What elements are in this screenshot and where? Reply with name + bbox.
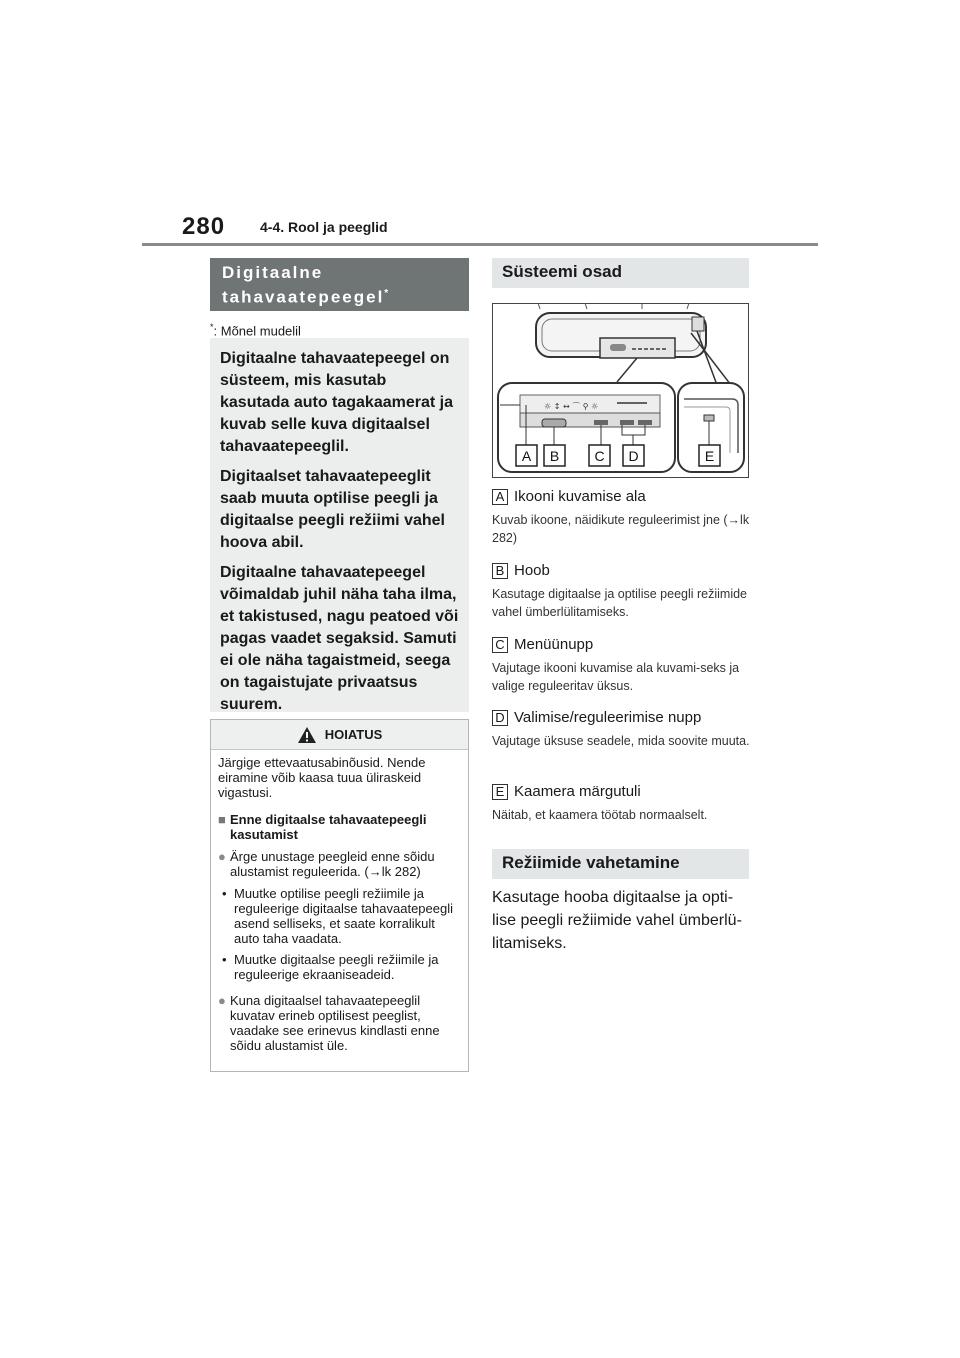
warning-sub-item-1 bbox=[222, 886, 461, 946]
parts-heading: Süsteemi osad bbox=[492, 258, 749, 288]
part-a-row bbox=[492, 488, 752, 505]
part-a-letter: A bbox=[492, 489, 508, 505]
part-e bbox=[492, 783, 752, 824]
section-title: 4-4. Rool ja peeglid bbox=[260, 219, 388, 235]
intro-box bbox=[210, 338, 469, 712]
left-heading-mark: * bbox=[384, 288, 389, 299]
footnote-text: : Mõnel mudelil bbox=[213, 323, 301, 339]
circle-bullet-icon: ● bbox=[218, 993, 226, 1008]
svg-text:☼ ↕ ↔ ⌒ ⚲ ☼: ☼ ↕ ↔ ⌒ ⚲ ☼ bbox=[544, 402, 599, 411]
part-b-row bbox=[492, 562, 752, 579]
left-heading bbox=[210, 258, 469, 311]
part-e-letter: E bbox=[492, 784, 508, 800]
warning-item-2-text: Kuna digitaalsel tahavaatepeeglil kuvatav erineb optilisest peeglist, vaadake see erinevus kindlasti enne sõidu alustamist üle. bbox=[230, 993, 440, 1053]
circle-bullet-icon: ● bbox=[218, 849, 226, 864]
modes-heading: Režiimide vahetamine bbox=[492, 849, 749, 879]
label-e: E bbox=[704, 448, 715, 464]
part-d-letter: D bbox=[492, 710, 508, 726]
intro-paragraph-1: Digitaalne tahavaatepeegel on süsteem, mis kasutab kasutada auto tagakaamerat ja kuvab selle kuva digitaalsel tahavaatepeeglil. bbox=[220, 350, 453, 455]
part-b bbox=[492, 562, 752, 621]
warning-sub-item-1-text: Muutke optilise peegli režiimile ja reguleerige digitaalse tahavaatepeegli asend selliseks, et saate korralikult auto taha vaadata. bbox=[234, 886, 453, 946]
dot-bullet-icon: • bbox=[222, 886, 227, 901]
part-c-desc: Vajutage ikooni kuvamise ala kuvami-seks ja valige reguleeritav üksus. bbox=[492, 661, 740, 693]
warning-heading: Enne digitaalse tahavaatepeegli kasutamist bbox=[230, 812, 427, 842]
label-b: B bbox=[549, 448, 560, 464]
intro-paragraph-2: Digitaalset tahavaatepeeglit saab muuta optilise peegli ja digitaalse peegli režiimi vahel hoova abil. bbox=[220, 468, 445, 551]
warning-sub-item-2-text: Muutke digitaalse peegli režiimile ja reguleerige ekraaniseadeid. bbox=[234, 952, 439, 982]
warning-header bbox=[211, 720, 468, 750]
warning-icon bbox=[297, 726, 317, 744]
part-c-row bbox=[492, 636, 752, 653]
part-c-name: Menüünupp bbox=[514, 636, 594, 653]
part-d-desc: Vajutage üksuse seadele, mida soovite muuta. bbox=[492, 734, 750, 748]
page-number: 280 bbox=[182, 213, 226, 240]
footnote bbox=[210, 322, 301, 338]
dot-bullet-icon: • bbox=[222, 952, 227, 967]
part-c bbox=[492, 636, 752, 695]
modes-text: Kasutage hooba digitaalse ja opti-lise peegli režiimide vahel ümberlü-litamiseks. bbox=[492, 889, 742, 952]
label-a: A bbox=[521, 448, 532, 464]
mirror-illustration bbox=[492, 303, 749, 478]
warning-item-1 bbox=[218, 849, 461, 879]
label-d: D bbox=[628, 448, 639, 464]
part-a-desc: Kuvab ikoone, näidikute reguleerimist jne (→lk 282) bbox=[492, 513, 750, 545]
square-bullet-icon: ■ bbox=[218, 812, 226, 827]
warning-box bbox=[210, 719, 469, 1072]
label-c: C bbox=[594, 448, 605, 464]
warning-label: HOIATUS bbox=[324, 727, 383, 742]
part-e-name: Kaamera märgutuli bbox=[514, 783, 641, 800]
warning-heading-row bbox=[218, 812, 461, 842]
warning-body bbox=[211, 750, 468, 1053]
warning-item-2 bbox=[218, 993, 461, 1053]
part-d-row bbox=[492, 709, 752, 726]
left-heading-text: Digitaalne tahavaatepeegel bbox=[222, 263, 385, 307]
warning-item-1-text: Ärge unustage peegleid enne sõidu alustamist reguleerida. (→lk 282) bbox=[230, 849, 435, 879]
part-b-name: Hoob bbox=[514, 562, 550, 579]
part-e-desc: Näitab, et kaamera töötab normaalselt. bbox=[492, 808, 708, 822]
part-b-letter: B bbox=[492, 563, 508, 579]
part-c-letter: C bbox=[492, 637, 508, 653]
part-e-row bbox=[492, 783, 752, 800]
header-rule bbox=[142, 243, 818, 246]
intro-paragraph-3: Digitaalne tahavaatepeegel võimaldab juhil näha taha ilma, et takistused, nagu peatoed või pagas vaadet segaksid. Samuti ei ole näha tagaistmeid, seega on tagaistujate privaatsus suurem. bbox=[220, 564, 459, 713]
part-a bbox=[492, 488, 752, 547]
part-b-desc: Kasutage digitaalse ja optilise peegli režiimide vahel ümberlülitamiseks. bbox=[492, 587, 748, 619]
warning-intro: Järgige ettevaatusabinõusid. Nende eiramine võib kaasa tuua üliraskeid vigastusi. bbox=[218, 755, 426, 800]
part-d bbox=[492, 709, 752, 750]
footnote-mark: * bbox=[210, 322, 214, 332]
part-d-name: Valimise/reguleerimise nupp bbox=[514, 709, 702, 726]
warning-sub-item-2 bbox=[222, 952, 461, 982]
part-a-name: Ikooni kuvamise ala bbox=[514, 488, 646, 505]
